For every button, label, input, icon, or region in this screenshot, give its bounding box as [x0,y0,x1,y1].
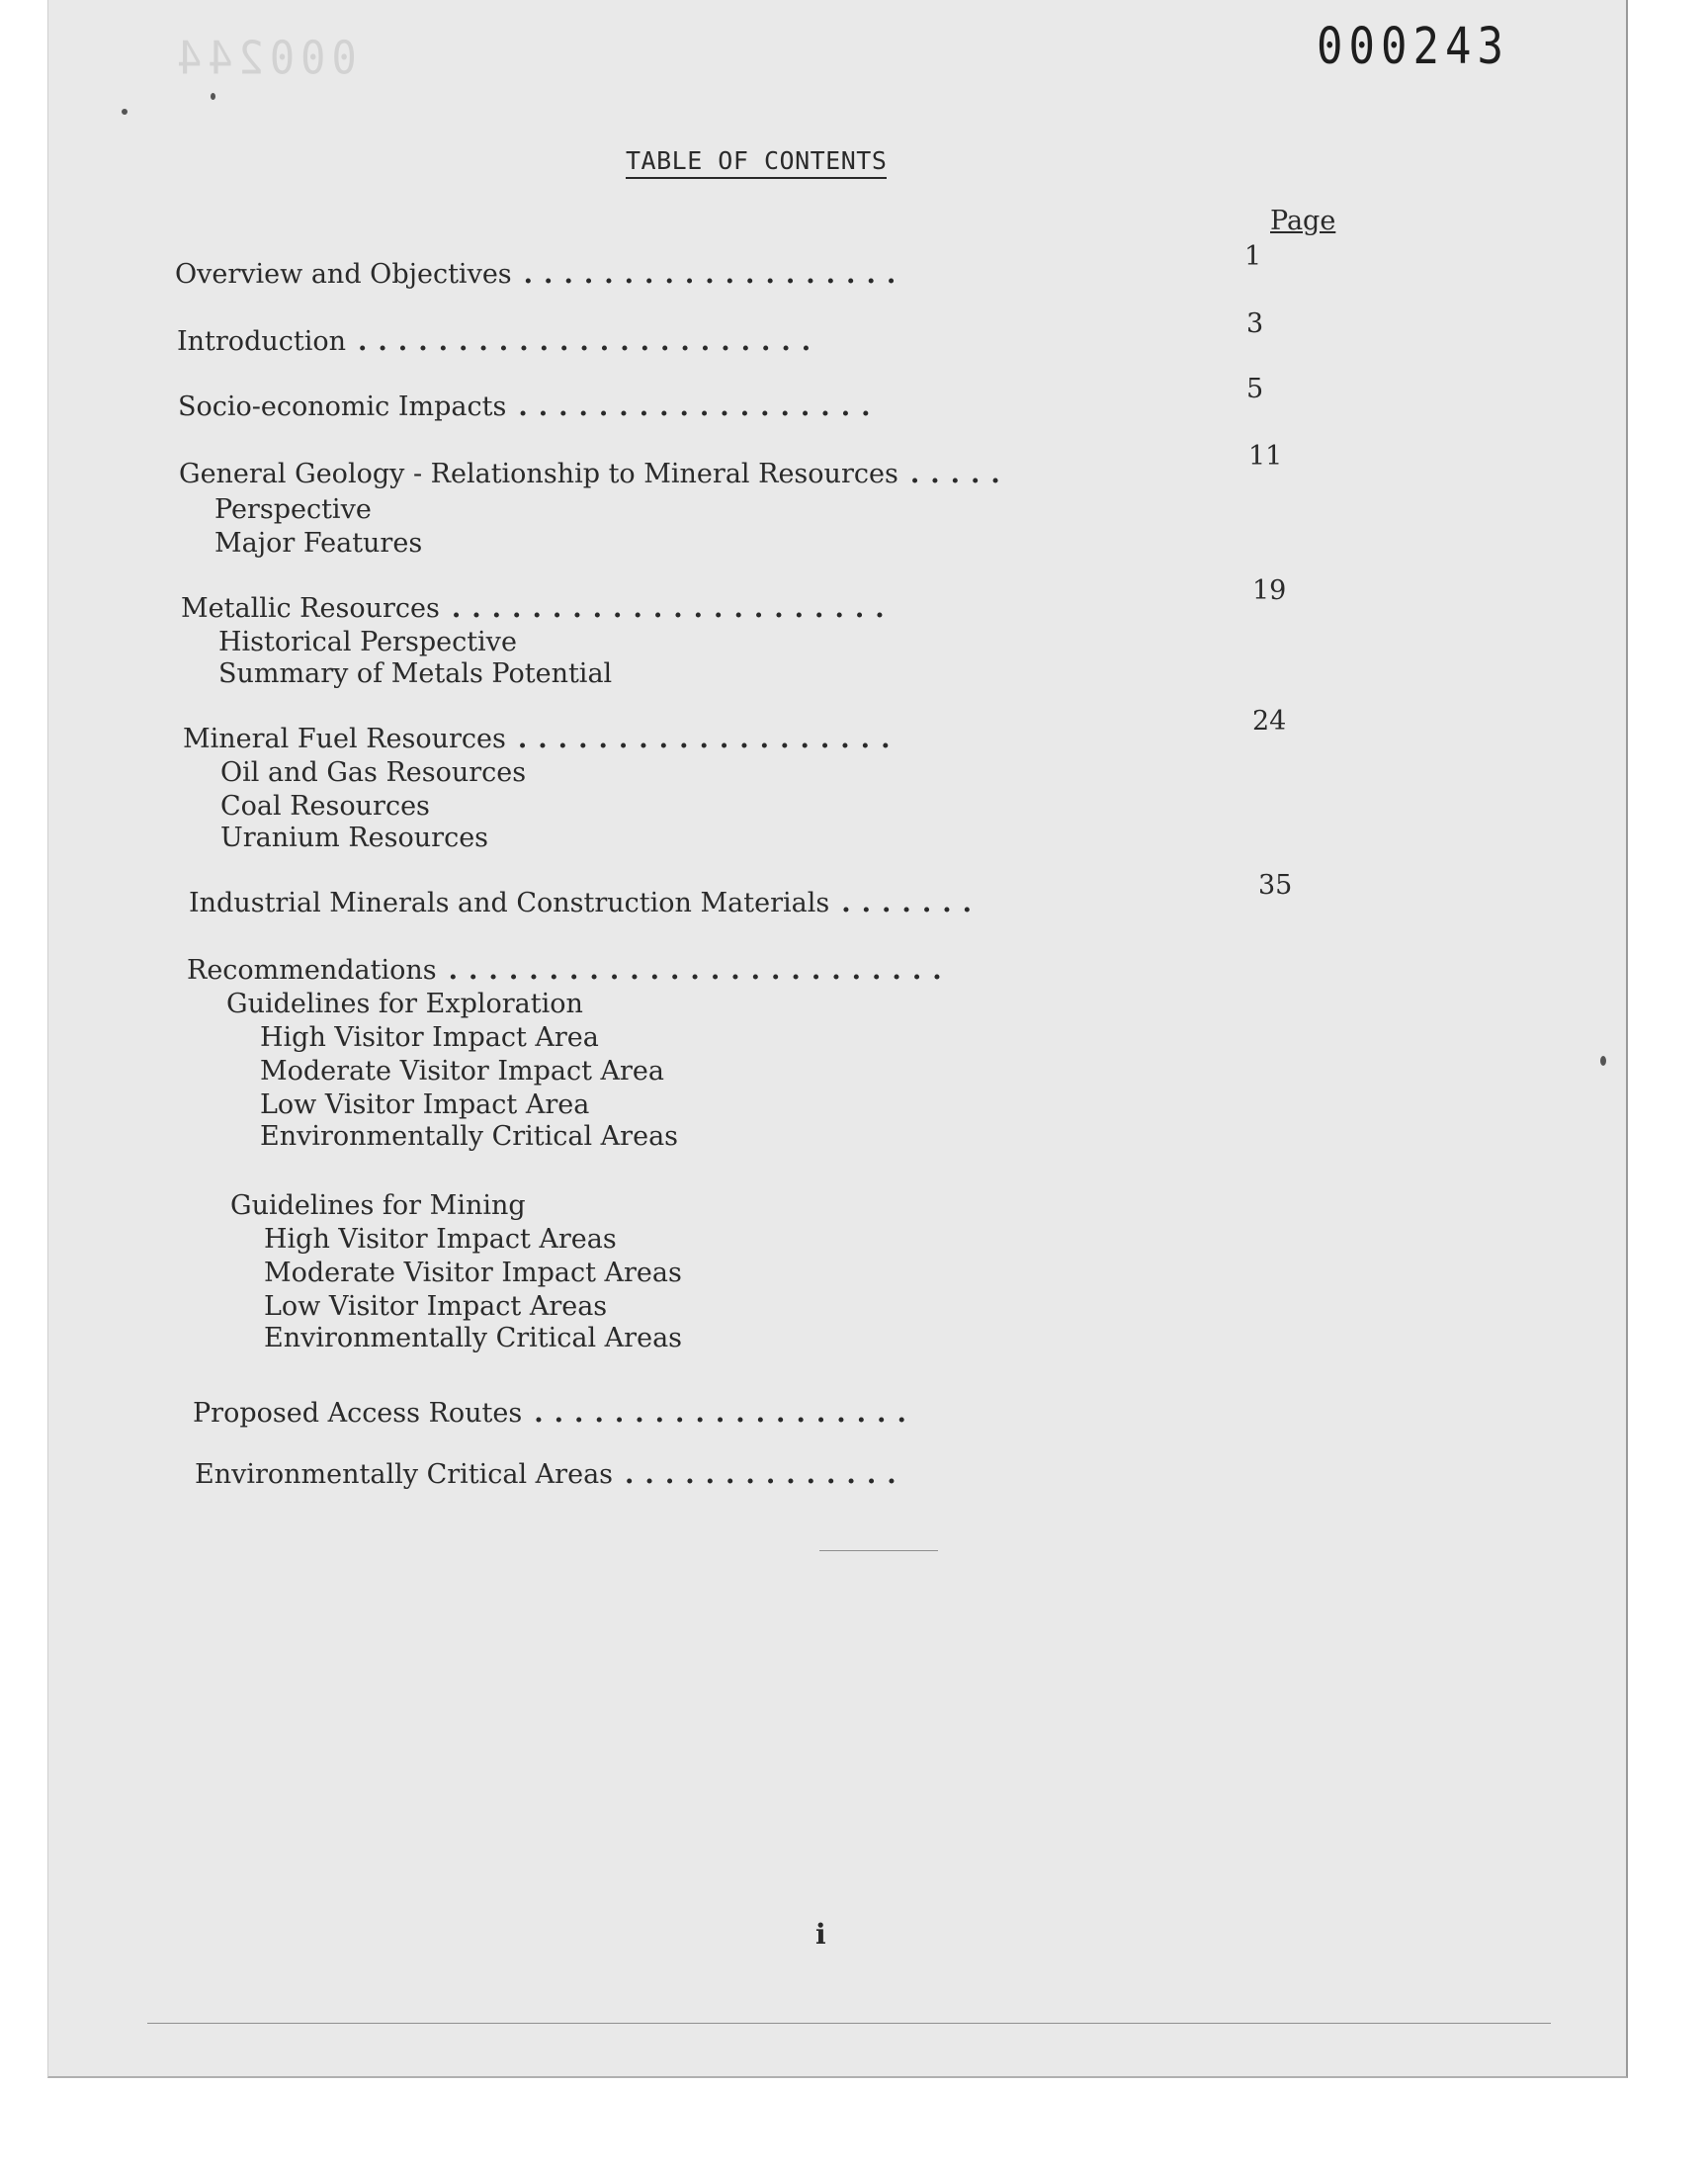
page-column-header: Page [1270,206,1336,236]
page-footer-number: i [815,1918,826,1951]
toc-entry-socio-economic: Socio-economic Impacts .................. [178,392,882,422]
toc-page-number: 19 [1252,575,1287,606]
toc-page-number: 24 [1252,706,1287,737]
scan-speck [122,109,128,115]
scan-line [819,1550,938,1551]
toc-subheading-exploration: Guidelines for Exploration [226,989,583,1019]
toc-page-number: 5 [1246,374,1264,404]
toc-page-number: 35 [1258,870,1293,901]
toc-entry-label: Proposed Access Routes [193,1398,523,1429]
toc-entry-industrial-minerals: Industrial Minerals and Construction Materials ....... [189,888,983,918]
toc-entry-label: Introduction [177,326,346,357]
toc-entry-environmentally-critical-areas: Environmentally Critical Areas .............. [195,1459,907,1490]
toc-entry-label: General Geology - Relationship to Mineral Resources [179,459,898,489]
scan-speck [1600,1056,1606,1066]
scan-speck [211,93,215,100]
toc-entry-metallic-resources: Metallic Resources ...................... [181,593,896,624]
toc-subentry: Historical Perspective [218,627,517,657]
toc-entry-label: Environmentally Critical Areas [195,1459,614,1490]
toc-subentry: Uranium Resources [220,823,489,853]
toc-subentry: Moderate Visitor Impact Area [260,1056,665,1087]
toc-entry-label: Mineral Fuel Resources [183,724,506,754]
toc-page-number: 11 [1248,441,1283,472]
toc-entry-proposed-access-routes: Proposed Access Routes ................... [193,1398,917,1429]
toc-subentry: Low Visitor Impact Area [260,1089,590,1120]
toc-subentry: Summary of Metals Potential [218,658,613,689]
bates-stamp: 000243 [1317,18,1509,76]
toc-entry-introduction: Introduction ....................... [177,326,822,357]
toc-entry-recommendations: Recommendations ......................... [187,955,953,986]
toc-entry-label: Socio-economic Impacts [178,392,507,422]
toc-page-number: 3 [1246,308,1264,339]
toc-subentry: Oil and Gas Resources [220,757,527,788]
toc-entry-label: Metallic Resources [181,593,440,624]
toc-subheading-mining: Guidelines for Mining [230,1190,526,1221]
toc-entry-general-geology: General Geology - Relationship to Mineral Resources ..... [179,459,1011,489]
toc-subentry: Coal Resources [220,791,430,822]
toc-entry-label: Industrial Minerals and Construction Materials [189,888,830,918]
toc-entry-label: Recommendations [187,955,437,986]
toc-entry-mineral-fuel-resources: Mineral Fuel Resources ................... [183,724,901,754]
toc-subentry: Low Visitor Impact Areas [264,1291,608,1322]
document-page [47,0,1628,2078]
toc-entry-overview: Overview and Objectives ................... [175,259,907,290]
toc-page-number: 1 [1244,241,1262,272]
page-title: TABLE OF CONTENTS [626,146,887,179]
toc-subentry: High Visitor Impact Area [260,1022,599,1053]
toc-subentry: Environmentally Critical Areas [264,1323,683,1353]
toc-subentry: Major Features [214,528,423,559]
scan-line [147,2023,1551,2024]
faint-bates-stamp: 000244 [171,31,357,85]
toc-subentry: High Visitor Impact Areas [264,1224,617,1255]
toc-subentry: Perspective [214,494,372,525]
toc-entry-label: Overview and Objectives [175,259,512,290]
toc-subentry: Moderate Visitor Impact Areas [264,1258,682,1288]
toc-subentry: Environmentally Critical Areas [260,1121,679,1152]
